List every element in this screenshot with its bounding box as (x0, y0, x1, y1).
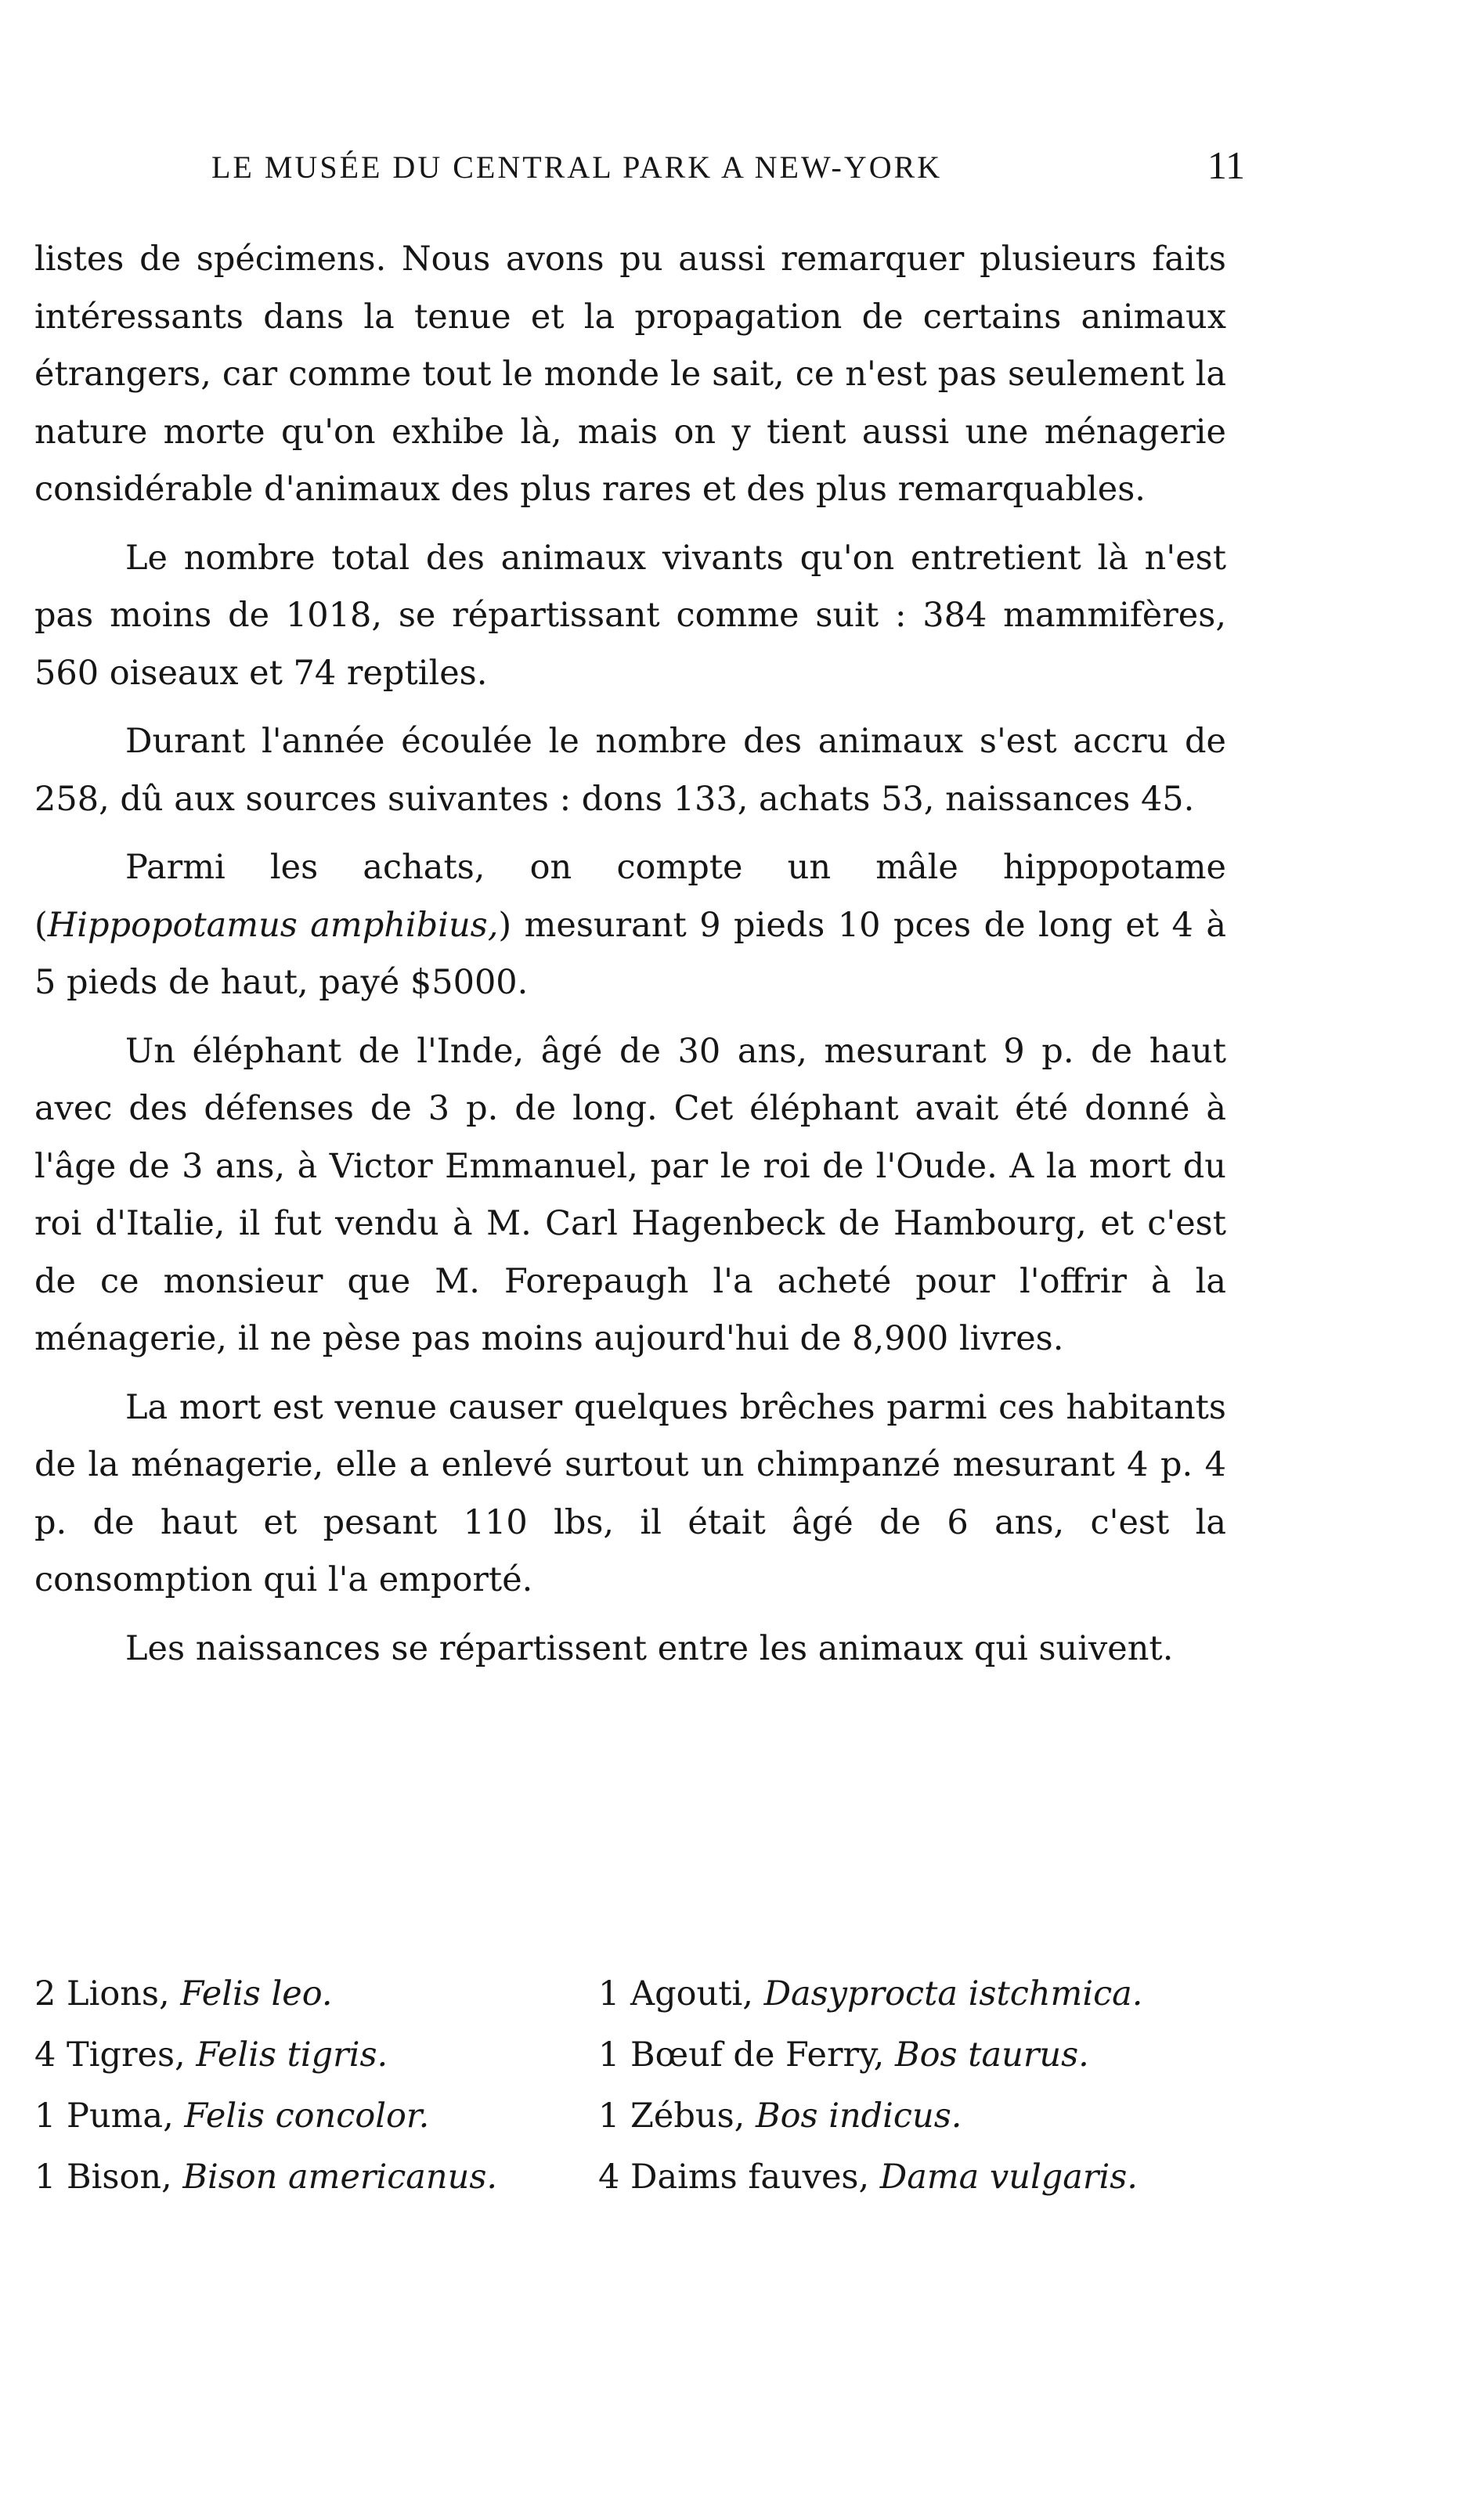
hippo-latin-name: Hippopotamus amphibius, (47, 905, 499, 945)
species-latin-name: Dasyprocta istchmica. (763, 1974, 1143, 2013)
species-entry (34, 2147, 598, 2208)
species-count-name: 1 Bœuf de Ferry, (598, 2035, 885, 2075)
species-entry (598, 2147, 1138, 2208)
species-list (34, 1963, 1240, 2208)
species-count-name: 1 Zébus, (598, 2096, 745, 2136)
species-count-name: 4 Daims fauves, (598, 2158, 870, 2197)
species-entry (34, 2024, 598, 2086)
species-latin-name: Bos taurus. (895, 2035, 1089, 2075)
species-latin-name: Felis concolor. (184, 2096, 430, 2136)
hippo-text-after: ) mesurant 9 pieds 10 pces de long et 4 à 5 pieds de haut, payé $5000. (34, 905, 1226, 1002)
species-count-name: 1 Puma, (34, 2096, 174, 2136)
paragraph-births-intro: Les naissances se répartissent entre les animaux qui suivent. (125, 1628, 1174, 1668)
species-count-name: 1 Bison, (34, 2158, 172, 2197)
species-entry (34, 1963, 598, 2024)
species-count-name: 4 Tigres, (34, 2035, 186, 2075)
paragraph-annual-growth: Durant l'année écoulée le nombre des animaux s'est accru de 258, dû aux sources suivantes : dons 133, achats 53, naissances 45. (34, 722, 1226, 819)
species-count-name: 1 Agouti, (598, 1974, 753, 2013)
body-text (34, 231, 1226, 1689)
species-latin-name: Felis tigris. (196, 2035, 388, 2075)
species-latin-name: Bos indicus. (755, 2096, 962, 2136)
species-entry (598, 2086, 962, 2147)
species-count-name: 2 Lions, (34, 1974, 170, 2013)
species-row (34, 1963, 1240, 2024)
species-entry (34, 2086, 598, 2147)
paragraph-deaths: La mort est venue causer quelques brêches parmi ces habitants de la ménagerie, elle a enlevé surtout un chimpanzé mesurant 4 p. 4 p. de haut et pesant 110 lbs, il était âgé de 6 ans, c'est la consomption qui l'a emporté. (34, 1387, 1226, 1599)
species-row (34, 2147, 1240, 2208)
species-row (34, 2024, 1240, 2086)
paragraph-continued: listes de spécimens. Nous avons pu aussi remarquer plusieurs faits intéressants dans la tenue et la propagation de certains animaux étrangers, car comme tout le monde le sait, ce n'est pas seulement la nature morte qu'on exhibe là, mais on y tient aussi une ménagerie considérable d'animaux des plus rares et des plus remarquables. (34, 240, 1226, 509)
page-header (211, 142, 1245, 205)
species-entry (598, 1963, 1142, 2024)
paragraph-animal-count: Le nombre total des animaux vivants qu'on entretient là n'est pas moins de 1018, se répartissant comme suit : 384 mammifères, 560 oiseaux et 74 reptiles. (34, 538, 1226, 693)
hippo-text-before: Parmi les achats, on compte un mâle hippopotame ( (34, 848, 1226, 945)
paragraph-hippopotamus (34, 839, 1226, 1012)
page-number: 11 (1207, 143, 1245, 187)
running-head: LE MUSÉE DU CENTRAL PARK A NEW-YORK (211, 150, 943, 185)
species-row (34, 2086, 1240, 2147)
paragraph-elephant: Un éléphant de l'Inde, âgé de 30 ans, mesurant 9 p. de haut avec des défenses de 3 p. de long. Cet éléphant avait été donné à l'âge de 3 ans, à Victor Emmanuel, par le roi de l'Oude. A la mort du roi d'Italie, il fut vendu à M. Carl Hagenbeck de Hambourg, et c'est de ce monsieur que M. Forepaugh l'a acheté pour l'offrir à la ménagerie, il ne pèse pas moins aujourd'hui de 8,900 livres. (34, 1031, 1226, 1358)
species-latin-name: Dama vulgaris. (879, 2158, 1138, 2197)
species-latin-name: Felis leo. (180, 1974, 333, 2013)
species-latin-name: Bison americanus. (182, 2158, 498, 2197)
species-entry (598, 2024, 1089, 2086)
